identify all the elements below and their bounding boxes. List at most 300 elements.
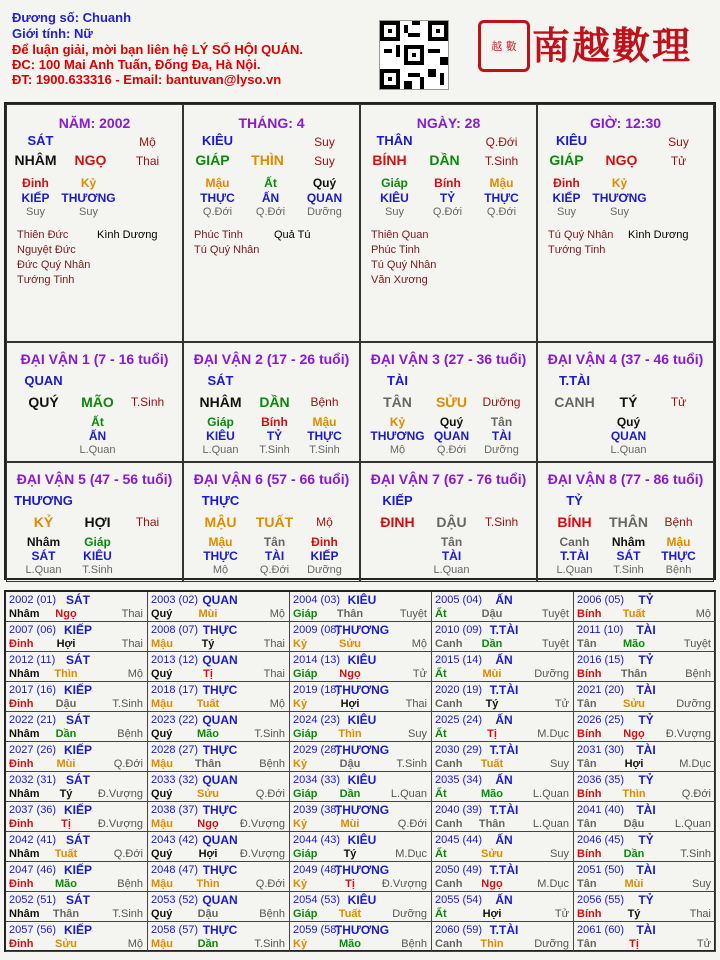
year-vong-truong: T.Sinh — [112, 698, 143, 710]
hidden-can: Giáp — [381, 176, 408, 190]
dai-van-hidden: Mậu — [666, 535, 691, 549]
year-thap-than: TỶ — [638, 833, 654, 847]
pillar-title: NGÀY: 28 — [416, 115, 481, 131]
year-cell — [432, 592, 574, 622]
dai-van-chi-r: T.Sinh — [130, 395, 165, 409]
year-cell — [432, 862, 574, 892]
year-vong-truong: L.Quan — [674, 818, 711, 830]
hidden-can: Ất — [264, 176, 277, 190]
year-vong-truong: Mộ — [127, 668, 143, 680]
contact-line-2: ĐC: 100 Mai Anh Tuấn, Đống Đa, Hà Nội. — [12, 57, 261, 72]
year-can: Kỷ — [293, 758, 308, 770]
pillar-1 — [183, 104, 360, 342]
dai-van-7 — [360, 462, 537, 582]
thap-than: QUAN — [306, 191, 343, 205]
pillar-can: GIÁP — [549, 152, 584, 168]
year-cell — [574, 922, 716, 952]
year-can: Giáp — [293, 848, 318, 860]
year-chi: Mùi — [198, 608, 218, 620]
year-can: Đinh — [9, 758, 34, 770]
vong-truong: Q.Đới — [255, 206, 286, 218]
year-cell — [432, 712, 574, 742]
year-vong-truong: Thai — [263, 638, 285, 650]
year-vong-truong: Tử — [554, 698, 569, 710]
year-can: Canh — [435, 818, 463, 830]
year-can: Ất — [435, 668, 447, 680]
year-cell — [290, 832, 432, 862]
year-label: 2056 (55) — [577, 894, 625, 906]
dai-van-chi-r: T.Sinh — [484, 515, 519, 529]
luu-nien-table — [4, 590, 716, 952]
dai-van-tt: T.TÀI — [560, 549, 589, 563]
year-cell — [148, 862, 290, 892]
year-can: Bính — [577, 728, 602, 740]
than-sat-a: Thiên Đức — [17, 229, 69, 241]
year-cell — [432, 742, 574, 772]
year-chi: Tị — [487, 728, 497, 740]
year-label: 2049 (48) — [293, 864, 341, 876]
year-vong-truong: L.Quan — [532, 818, 569, 830]
year-cell — [574, 742, 716, 772]
year-label: 2058 (57) — [151, 924, 199, 936]
year-vong-truong: Q.Đới — [113, 848, 143, 860]
year-vong-truong: Tử — [554, 908, 569, 920]
year-label: 2002 (01) — [9, 594, 57, 606]
year-chi: Tý — [59, 788, 73, 800]
dai-van-chi-r: Bệnh — [664, 515, 693, 529]
year-can: Giáp — [293, 608, 318, 620]
pillar-title: GIỜ: 12:30 — [589, 115, 662, 131]
dai-van-tt: KIẾP — [310, 549, 339, 563]
year-thap-than: KIÊU — [347, 653, 377, 667]
dai-van-chi-r: Bệnh — [310, 395, 339, 409]
year-thap-than: TỶ — [638, 653, 654, 667]
thap-than: THƯƠNG — [592, 191, 647, 205]
year-chi: Mùi — [56, 758, 76, 770]
year-vong-truong: Suy — [408, 728, 427, 740]
year-thap-than: THƯƠNG — [334, 743, 390, 757]
than-sat-a: Nguyệt Đức — [17, 244, 76, 256]
dai-van-vt: Q.Đới — [436, 444, 467, 456]
year-chi: Thân — [336, 608, 364, 620]
year-label: 2028 (27) — [151, 744, 199, 756]
year-can: Mậu — [151, 758, 173, 770]
year-cell — [574, 832, 716, 862]
year-vong-truong: Suy — [550, 848, 569, 860]
year-cell — [148, 592, 290, 622]
year-chi: Thìn — [54, 668, 78, 680]
year-vong-truong: Thai — [121, 608, 143, 620]
year-vong-truong: Đ.Vượng — [239, 848, 285, 860]
pillar-title: NĂM: 2002 — [58, 115, 131, 131]
year-can: Giáp — [293, 908, 318, 920]
year-vong-truong: T.Sinh — [254, 938, 285, 950]
year-chi: Mão — [623, 638, 645, 650]
dai-van-chi: TUẤT — [255, 514, 294, 530]
hidden-can: Quý — [312, 176, 337, 190]
year-chi: Thìn — [196, 878, 220, 890]
year-thap-than: THỰC — [202, 923, 238, 937]
year-can: Ất — [435, 788, 447, 800]
year-can: Tân — [577, 638, 597, 650]
year-thap-than: KIẾP — [63, 923, 93, 937]
year-vong-truong: Mộ — [269, 608, 285, 620]
year-vong-truong: Tuyệt — [541, 608, 569, 620]
dai-van-can: BÍNH — [557, 514, 592, 530]
dai-van-vt: L.Quan — [25, 564, 62, 576]
year-label: 2030 (29) — [435, 744, 483, 756]
dai-van-hidden: Mậu — [312, 415, 337, 429]
year-label: 2017 (16) — [9, 684, 57, 696]
qr-code-icon[interactable] — [379, 20, 449, 90]
year-label: 2032 (31) — [9, 774, 57, 786]
year-can: Kỷ — [293, 638, 308, 650]
year-thap-than: THƯƠNG — [334, 803, 390, 817]
year-label: 2037 (36) — [9, 804, 57, 816]
vong-truong: Q.Đới — [486, 206, 517, 218]
year-thap-than: SÁT — [66, 653, 90, 667]
year-vong-truong: Tử — [696, 938, 711, 950]
pillar-chi-r: T.Sinh — [484, 154, 519, 168]
year-cell — [574, 652, 716, 682]
pillar-sao-r: Q.Đới — [485, 135, 518, 149]
dai-van-sao: TỶ — [566, 493, 583, 508]
year-label: 2013 (12) — [151, 654, 199, 666]
dai-van-hidden: Canh — [559, 535, 590, 549]
year-cell — [574, 772, 716, 802]
year-label: 2053 (52) — [151, 894, 199, 906]
year-chi: Sửu — [338, 638, 362, 650]
year-thap-than: QUAN — [202, 713, 238, 727]
year-vong-truong: Dưỡng — [676, 698, 711, 710]
year-thap-than: QUAN — [202, 833, 238, 847]
year-cell — [574, 712, 716, 742]
dai-van-vt: T.Sinh — [259, 444, 290, 456]
year-label: 2043 (42) — [151, 834, 199, 846]
year-thap-than: KIÊU — [347, 833, 377, 847]
year-label: 2042 (41) — [9, 834, 57, 846]
dai-van-vt: Bệnh — [665, 564, 692, 576]
dai-van-chi-r: Thai — [135, 515, 160, 529]
year-can: Canh — [435, 878, 463, 890]
thap-than: TỶ — [439, 191, 456, 205]
year-thap-than: THỰC — [202, 863, 238, 877]
dai-van-hidden: Ất — [91, 415, 104, 429]
hidden-can: Bính — [434, 176, 461, 190]
year-label: 2036 (35) — [577, 774, 625, 786]
year-chi: Thìn — [480, 938, 504, 950]
than-sat-a: Tú Quý Nhân — [371, 259, 437, 271]
year-label: 2061 (60) — [577, 924, 625, 936]
year-chi: Tuất — [622, 608, 646, 620]
year-vong-truong: Đ.Vượng — [97, 788, 143, 800]
contact-line-1: Để luận giải, mời bạn liên hệ LÝ SỐ HỘI QUÁN. — [12, 42, 303, 57]
year-vong-truong: M.Dục — [679, 758, 711, 770]
dai-van-hidden: Nhâm — [611, 535, 646, 549]
year-cell — [148, 892, 290, 922]
year-label: 2004 (03) — [293, 594, 341, 606]
hidden-can: Mậu — [489, 176, 514, 190]
vong-truong: Dưỡng — [307, 206, 342, 218]
dai-van-sao: T.TÀI — [558, 373, 591, 388]
year-can: Canh — [435, 698, 463, 710]
year-thap-than: KIÊU — [347, 773, 377, 787]
year-chi: Mùi — [482, 668, 502, 680]
year-label: 2010 (09) — [435, 624, 483, 636]
year-thap-than: TỶ — [638, 593, 654, 607]
year-cell — [290, 892, 432, 922]
year-can: Quý — [151, 608, 173, 620]
year-vong-truong: Đ.Vượng — [239, 818, 285, 830]
year-can: Nhâm — [9, 608, 40, 620]
dai-van-chi: SỬU — [435, 394, 468, 410]
year-thap-than: ẤN — [495, 593, 513, 607]
pillar-title: THÁNG: 4 — [238, 115, 305, 131]
year-can: Quý — [151, 788, 173, 800]
year-label: 2041 (40) — [577, 804, 625, 816]
year-vong-truong: Thai — [405, 698, 427, 710]
year-thap-than: KIẾP — [63, 803, 93, 817]
year-vong-truong: Q.Đới — [397, 818, 427, 830]
year-label: 2031 (30) — [577, 744, 625, 756]
year-label: 2060 (59) — [435, 924, 483, 936]
year-label: 2051 (50) — [577, 864, 625, 876]
year-cell — [432, 652, 574, 682]
year-label: 2005 (04) — [435, 594, 483, 606]
year-thap-than: THỰC — [202, 803, 238, 817]
year-chi: Hợi — [56, 638, 76, 650]
year-vong-truong: Tuyệt — [399, 608, 427, 620]
year-chi: Tị — [61, 818, 71, 830]
year-cell — [290, 622, 432, 652]
year-thap-than: ẤN — [495, 893, 513, 907]
pillar-chi: THÌN — [251, 152, 284, 168]
year-chi: Sửu — [196, 788, 220, 800]
year-chi: Dần — [197, 938, 219, 950]
than-sat-a: Văn Xương — [371, 274, 428, 286]
pillar-chi-r: Tử — [670, 154, 687, 168]
dai-van-title: ĐẠI VẬN 1 (7 - 16 tuổi) — [20, 351, 169, 367]
year-chi: Tị — [345, 878, 355, 890]
year-vong-truong: Bệnh — [685, 668, 711, 680]
year-label: 2038 (37) — [151, 804, 199, 816]
year-vong-truong: Bệnh — [401, 938, 427, 950]
year-chi: Hợi — [198, 848, 218, 860]
year-thap-than: THỰC — [202, 623, 238, 637]
year-vong-truong: Bệnh — [259, 908, 285, 920]
year-can: Nhâm — [9, 728, 40, 740]
hidden-can: Kỷ — [611, 176, 628, 190]
year-label: 2026 (25) — [577, 714, 625, 726]
year-chi: Sửu — [480, 848, 504, 860]
year-label: 2052 (51) — [9, 894, 57, 906]
pillar-sao-r: Mộ — [139, 135, 156, 149]
year-can: Tân — [577, 938, 597, 950]
year-thap-than: QUAN — [202, 773, 238, 787]
year-chi: Thân — [620, 668, 648, 680]
year-chi: Ngọ — [623, 728, 645, 740]
year-chi: Thìn — [338, 728, 362, 740]
year-label: 2050 (49) — [435, 864, 483, 876]
year-thap-than: SÁT — [66, 773, 90, 787]
year-thap-than: KIÊU — [347, 593, 377, 607]
year-vong-truong: Q.Đới — [255, 788, 285, 800]
year-chi: Thân — [478, 818, 506, 830]
dai-van-chi: DẬU — [436, 514, 467, 530]
dai-van-sao: QUAN — [24, 373, 63, 388]
than-sat-b: Quả Tú — [274, 229, 311, 241]
pillar-sao: KIÊU — [201, 133, 234, 148]
year-chi: Hợi — [624, 758, 644, 770]
dai-van-title: ĐẠI VẬN 5 (47 - 56 tuổi) — [16, 471, 173, 487]
year-label: 2016 (15) — [577, 654, 625, 666]
year-chi: Dậu — [481, 608, 503, 620]
year-vong-truong: Bệnh — [259, 758, 285, 770]
pillar-chi: DẦN — [429, 152, 460, 168]
year-label: 2011 (10) — [577, 624, 624, 636]
year-cell — [574, 802, 716, 832]
pillar-can: BÍNH — [372, 152, 407, 168]
year-chi: Dậu — [623, 818, 645, 830]
year-cell — [148, 652, 290, 682]
year-chi: Dậu — [197, 908, 219, 920]
year-label: 2046 (45) — [577, 834, 625, 846]
pillar-sao-r: Suy — [314, 135, 335, 149]
year-thap-than: TÀI — [636, 803, 656, 817]
dai-van-vt: L.Quan — [610, 444, 647, 456]
year-chi: Tý — [343, 848, 357, 860]
year-label: 2006 (05) — [577, 594, 625, 606]
year-chi: Dần — [339, 788, 361, 800]
year-cell — [148, 832, 290, 862]
thap-than: THƯƠNG — [61, 191, 116, 205]
contact-line-3[interactable]: ĐT: 1900.633316 - Email: bantuvan@lyso.vn — [12, 72, 282, 87]
year-cell — [290, 682, 432, 712]
year-chi: Ngọ — [55, 608, 77, 620]
pillar-2 — [360, 104, 537, 342]
dai-van-tt: TỶ — [266, 429, 283, 443]
year-thap-than: ẤN — [495, 653, 513, 667]
vong-truong: Suy — [557, 206, 576, 218]
year-thap-than: TỶ — [638, 773, 654, 787]
year-thap-than: TÀI — [636, 623, 656, 637]
year-can: Đinh — [9, 698, 34, 710]
dai-van-hidden: Giáp — [84, 535, 111, 549]
dai-van-sao: SÁT — [207, 373, 234, 388]
year-vong-truong: Dưỡng — [534, 668, 569, 680]
pillar-chi: NGỌ — [74, 152, 107, 168]
year-vong-truong: Đ.Vượng — [97, 818, 143, 830]
year-chi: Mão — [197, 728, 219, 740]
year-thap-than: KIẾP — [63, 863, 93, 877]
year-chi: Mùi — [340, 818, 360, 830]
dai-van-vt: T.Sinh — [309, 444, 340, 456]
year-label: 2045 (44) — [435, 834, 483, 846]
year-thap-than: ẤN — [495, 833, 513, 847]
year-cell — [6, 682, 148, 712]
year-label: 2057 (56) — [9, 924, 57, 936]
year-vong-truong: T.Sinh — [680, 848, 711, 860]
dai-van-vt: L.Quan — [556, 564, 593, 576]
year-vong-truong: T.Sinh — [254, 728, 285, 740]
year-can: Đinh — [9, 878, 34, 890]
dai-van-title: ĐẠI VẬN 7 (67 - 76 tuổi) — [370, 471, 527, 487]
year-label: 2044 (43) — [293, 834, 341, 846]
year-chi: Thân — [194, 758, 222, 770]
than-sat-a: Tướng Tinh — [17, 274, 75, 286]
year-thap-than: KIẾP — [63, 743, 93, 757]
year-vong-truong: Thai — [263, 668, 285, 680]
year-label: 2012 (11) — [9, 654, 56, 666]
year-label: 2008 (07) — [151, 624, 199, 636]
year-can: Ất — [435, 728, 447, 740]
hidden-can: Đinh — [22, 176, 49, 190]
dai-van-title: ĐẠI VẬN 4 (37 - 46 tuổi) — [547, 351, 704, 367]
dai-van-tt: SÁT — [616, 549, 641, 563]
year-thap-than: T.TÀI — [489, 863, 519, 877]
year-vong-truong: Thai — [689, 908, 711, 920]
year-can: Nhâm — [9, 668, 40, 680]
year-cell — [148, 622, 290, 652]
dai-van-can: CANH — [554, 394, 595, 410]
dai-van-chi: MÃO — [81, 394, 114, 410]
year-thap-than: THƯƠNG — [334, 923, 390, 937]
dai-van-chi: TÝ — [619, 394, 638, 410]
year-can: Mậu — [151, 878, 173, 890]
year-chi: Tý — [485, 698, 499, 710]
year-can: Bính — [577, 608, 602, 620]
year-vong-truong: Tuyệt — [683, 638, 711, 650]
year-label: 2021 (20) — [577, 684, 625, 696]
year-cell — [6, 652, 148, 682]
year-can: Bính — [577, 788, 602, 800]
year-vong-truong: Q.Đới — [113, 758, 143, 770]
year-thap-than: QUAN — [202, 653, 238, 667]
than-sat-a: Tú Quý Nhân — [194, 244, 260, 256]
year-can: Tân — [577, 758, 597, 770]
year-cell — [432, 802, 574, 832]
year-cell — [432, 622, 574, 652]
year-can: Canh — [435, 938, 463, 950]
year-vong-truong: L.Quan — [532, 788, 569, 800]
year-can: Kỷ — [293, 878, 308, 890]
year-can: Mậu — [151, 698, 173, 710]
year-label: 2034 (33) — [293, 774, 341, 786]
year-can: Tân — [577, 698, 597, 710]
year-thap-than: QUAN — [202, 893, 238, 907]
pillar-chi-r: Suy — [314, 154, 335, 168]
year-cell — [148, 772, 290, 802]
year-cell — [148, 682, 290, 712]
year-thap-than: SÁT — [66, 713, 90, 727]
pillar-can: GIÁP — [195, 152, 230, 168]
year-can: Bính — [577, 908, 602, 920]
year-cell — [432, 832, 574, 862]
year-label: 2054 (53) — [293, 894, 341, 906]
year-can: Bính — [577, 668, 602, 680]
year-label: 2055 (54) — [435, 894, 483, 906]
than-sat-a: Phúc Tinh — [371, 244, 420, 256]
year-can: Nhâm — [9, 848, 40, 860]
dai-van-tt: KIÊU — [83, 549, 112, 563]
year-chi: Mùi — [624, 878, 644, 890]
vong-truong: Suy — [610, 206, 629, 218]
dai-van-hidden: Mậu — [208, 535, 233, 549]
year-label: 2048 (47) — [151, 864, 199, 876]
year-thap-than: T.TÀI — [489, 803, 519, 817]
year-label: 2019 (18) — [293, 684, 341, 696]
year-cell — [6, 892, 148, 922]
